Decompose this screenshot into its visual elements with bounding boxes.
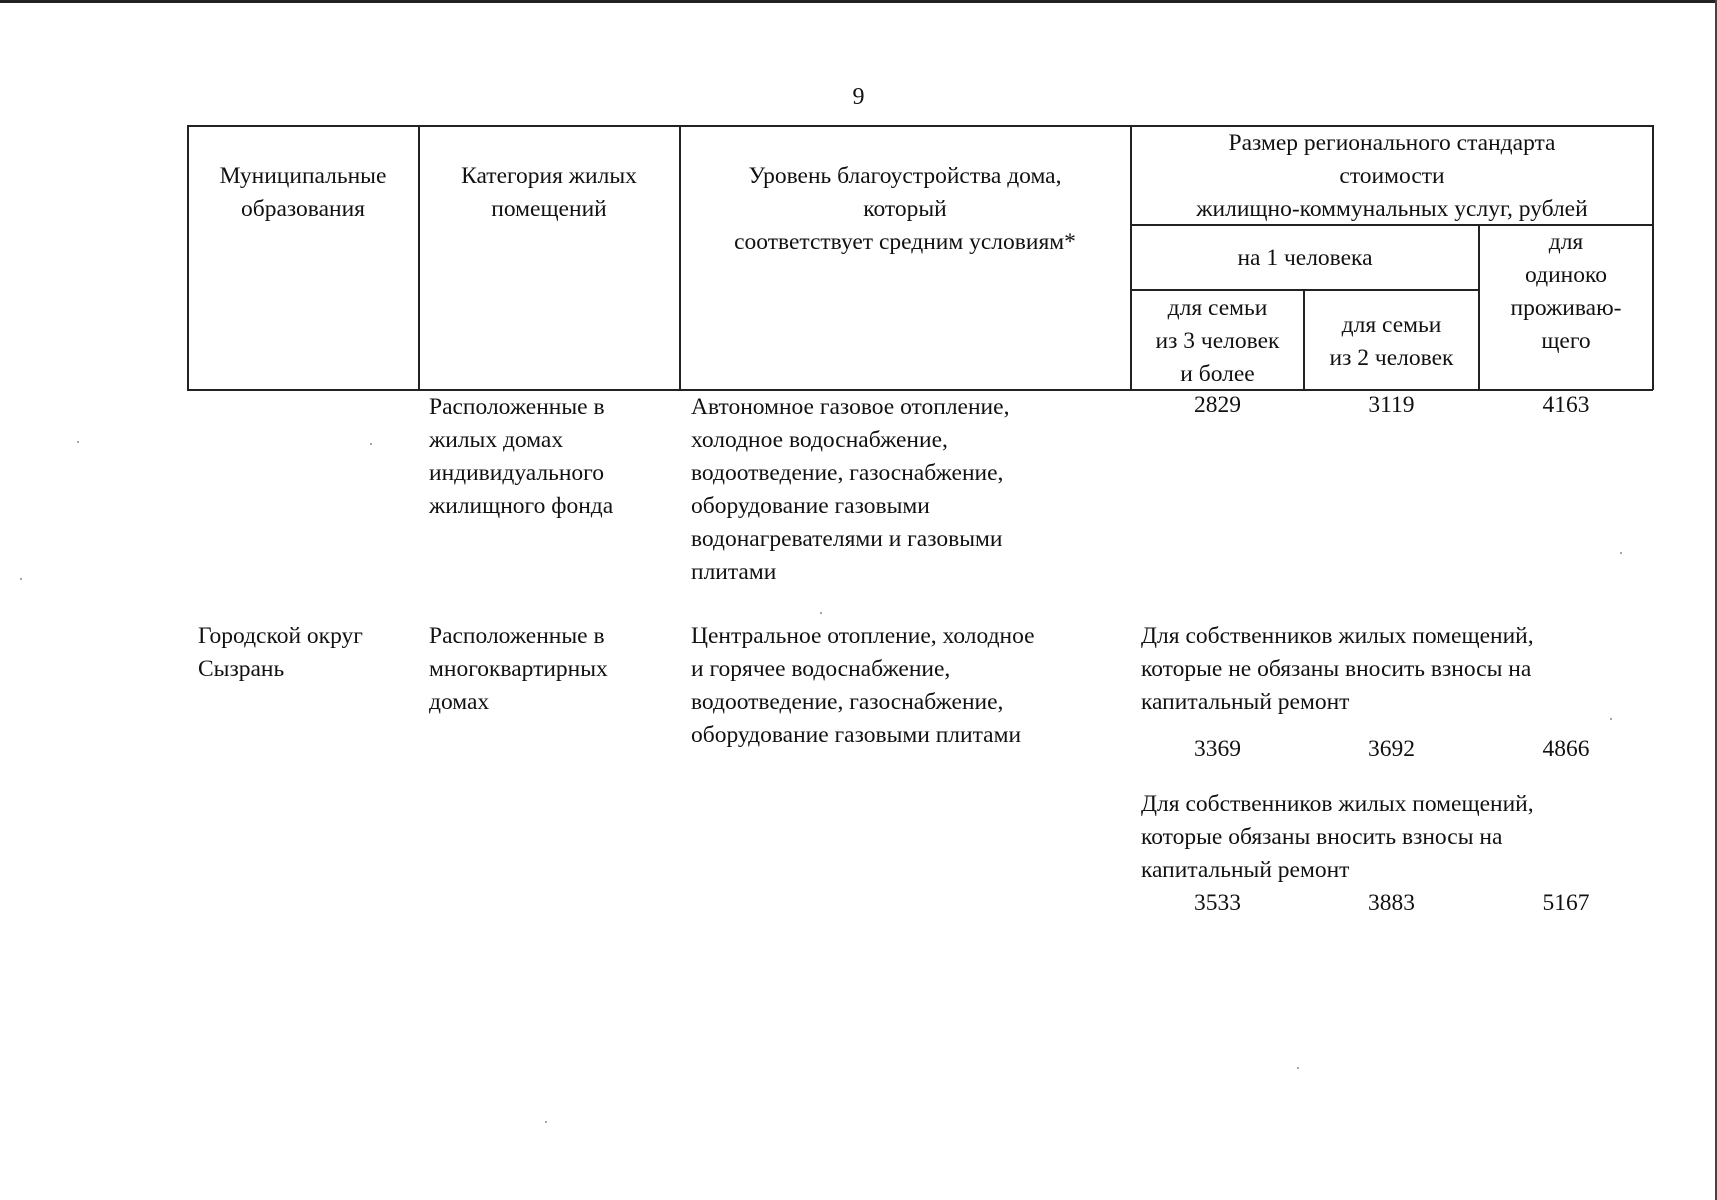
header-family-2: для семьи из 2 человек: [1329, 312, 1454, 371]
row2-municipal: Городской округ Сызрань: [198, 623, 363, 682]
row2-a-value-family2: 3692: [1368, 736, 1415, 762]
scan-speck: [20, 578, 22, 580]
row2-category: Расположенные в многоквартирных домах: [429, 623, 608, 715]
row1-value-family3: 2829: [1194, 392, 1241, 418]
scan-speck: [1610, 718, 1612, 720]
row1-level: Автономное газовое отопление, холодное водоснабжение, водоотведение, газоснабжение, оборудование газовыми водонагревателями и газовыми плитами: [691, 394, 1010, 585]
header-standard: Размер регионального стандарта стоимости жилищно-коммунальных услуг, рублей: [1196, 130, 1588, 222]
row2-b-value-family3: 3533: [1194, 890, 1241, 916]
row1-category: Расположенные в жилых домах индивидуального жилищного фонда: [429, 394, 614, 519]
header-category: Категория жилых помещений: [461, 163, 637, 222]
scan-speck: [820, 612, 822, 614]
header-per-person: на 1 человека: [1237, 245, 1373, 271]
row2-note-no-capital-repair: Для собственников жилых помещений, которые не обязаны вносить взносы на капитальный ремонт: [1141, 623, 1534, 715]
row1-value-family2: 3119: [1368, 392, 1415, 418]
header-level: Уровень благоустройства дома, который соответствует средним условиям*: [734, 163, 1076, 255]
page-number: 9: [852, 84, 865, 110]
scan-speck: [370, 443, 372, 445]
row2-a-value-single: 4866: [1542, 736, 1590, 762]
row2-note-capital-repair: Для собственников жилых помещений, которые обязаны вносить взносы на капитальный ремонт: [1141, 791, 1534, 883]
header-family-3: для семьи из 3 человек и более: [1155, 295, 1280, 387]
row1-value-single: 4163: [1542, 392, 1590, 418]
scan-speck: [1297, 1067, 1299, 1069]
row2-level: Центральное отопление, холодное и горячее водоснабжение, водоотведение, газоснабжение, оборудование газовыми плитами: [691, 623, 1035, 748]
scan-edge-top: [0, 0, 1717, 3]
scan-speck: [545, 1121, 547, 1123]
header-single: для одиноко проживаю- щего: [1510, 229, 1622, 354]
scan-speck: [77, 441, 79, 443]
scan-speck: [1620, 552, 1622, 554]
row2-b-value-family2: 3883: [1368, 890, 1415, 916]
row2-b-value-single: 5167: [1542, 890, 1590, 916]
header-municipal: Муниципальные образования: [219, 163, 387, 222]
row2-a-value-family3: 3369: [1194, 736, 1241, 762]
